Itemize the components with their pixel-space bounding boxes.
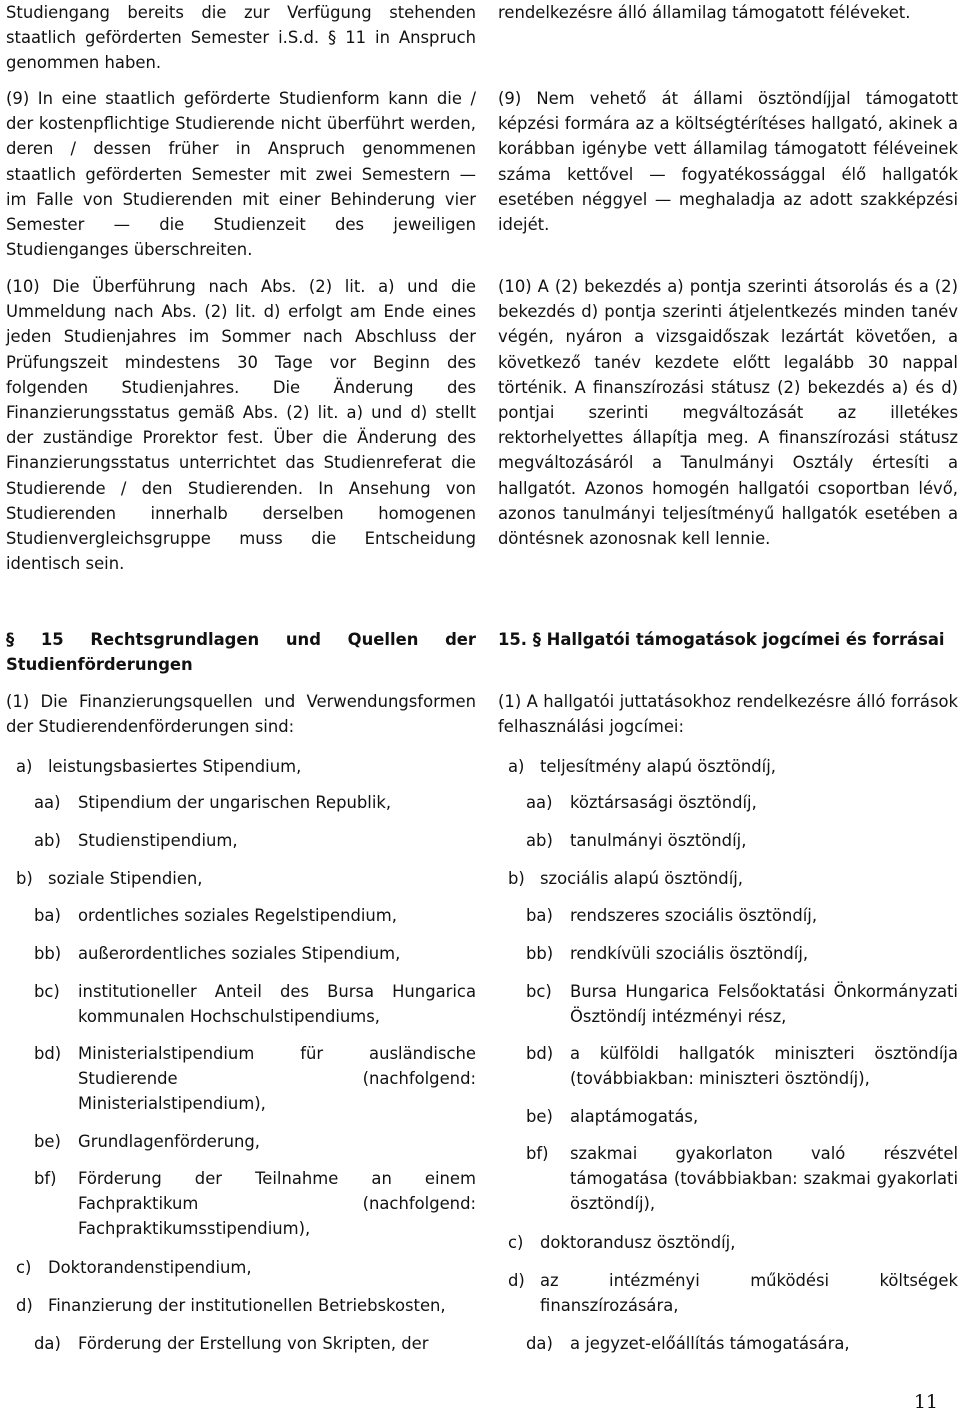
page-number: 11 xyxy=(913,1391,938,1413)
paragraph-10: (10) A (2) bekezdés a) pontja szerinti átsorolás és a (2) bekezdés d) pontja szerinti átjelentkezés minden tanév végén, nyáron a vizsgaidőszak lezártát követően, a következő tanév kezdete előtt legalább 30 nappal történik. A finanszírozási státusz (2) bekezdés a) és d) pontjai szerinti megváltozását az illetékes rektorhelyettes állapítja meg. A finanszírozási státusz megváltozásáról a Tanulmányi Osztály értesíti a hallgatót. Azonos homogén hallgatói csoportban lévő, azonos tanulmányi teljesítményű hallgatók esetében a döntésnek azonosnak kell lennie. xyxy=(498,277,958,549)
paragraph-10: (10) Die Überführung nach Abs. (2) lit. a) und die Ummeldung nach Abs. (2) lit. d) erfolgt am Ende eines jeden Studienjahres im Sommer nach Abschluss der Prüfungszeit mindestens 30 Tage vor Beginn des folgenden Studienjahres. Die Änderung des Finanzierungsstatus gemäß Abs. (2) lit. a) und d) stellt der zuständige Prorektor fest. Über die Änderung des Finanzierungsstatus unterrichtet das Studienreferat die Studierende / den Studierenden. In Ansehung von Studierenden innerhalb derselben homogenen Studienvergleichsgruppe muss die Entscheidung identisch sein. xyxy=(6,277,476,574)
paragraph-1-intro: (1) A hallgatói juttatásokhoz rendelkezésre álló források felhasználási jogcímei: xyxy=(498,692,958,737)
paragraph-9: (9) In eine staatlich geförderte Studienform kann die / der kostenpflichtige Studierende nicht überführt werden, deren / dessen früher in Anspruch genommenen staatlich geförderten Semester mit zwei Semestern — im Falle von Studierenden mit einer Behinderung vier Semester — die Studienzeit des jeweiligen Studienganges überschreiten. xyxy=(6,89,476,260)
section-15-heading: § 15 Rechtsgrundlagen und Quellen der Studienförderungen xyxy=(6,630,476,675)
paragraph-9: (9) Nem vehető át állami ösztöndíjjal támogatott képzési formára az a költségtérítéses hallgató, akinek a korábban igénybe vett államilag támogatott féléveinek száma kettővel — fogyatékossággal élő hallgatók esetében néggyel — meghaladja az adott szakképzési idejét. xyxy=(498,89,958,235)
paragraph-9-continuation: Studiengang bereits die zur Verfügung stehenden staatlich geförderten Semester i.S.d. § 11 in Anspruch genommen haben. xyxy=(6,3,476,73)
paragraph-1-intro: (1) Die Finanzierungsquellen und Verwendungsformen der Studierendenförderungen sind: xyxy=(6,692,476,737)
paragraph-9-continuation: rendelkezésre álló államilag támogatott féléveket. xyxy=(498,3,911,22)
section-15-heading: 15. § Hallgatói támogatások jogcímei és forrásai xyxy=(498,630,945,649)
